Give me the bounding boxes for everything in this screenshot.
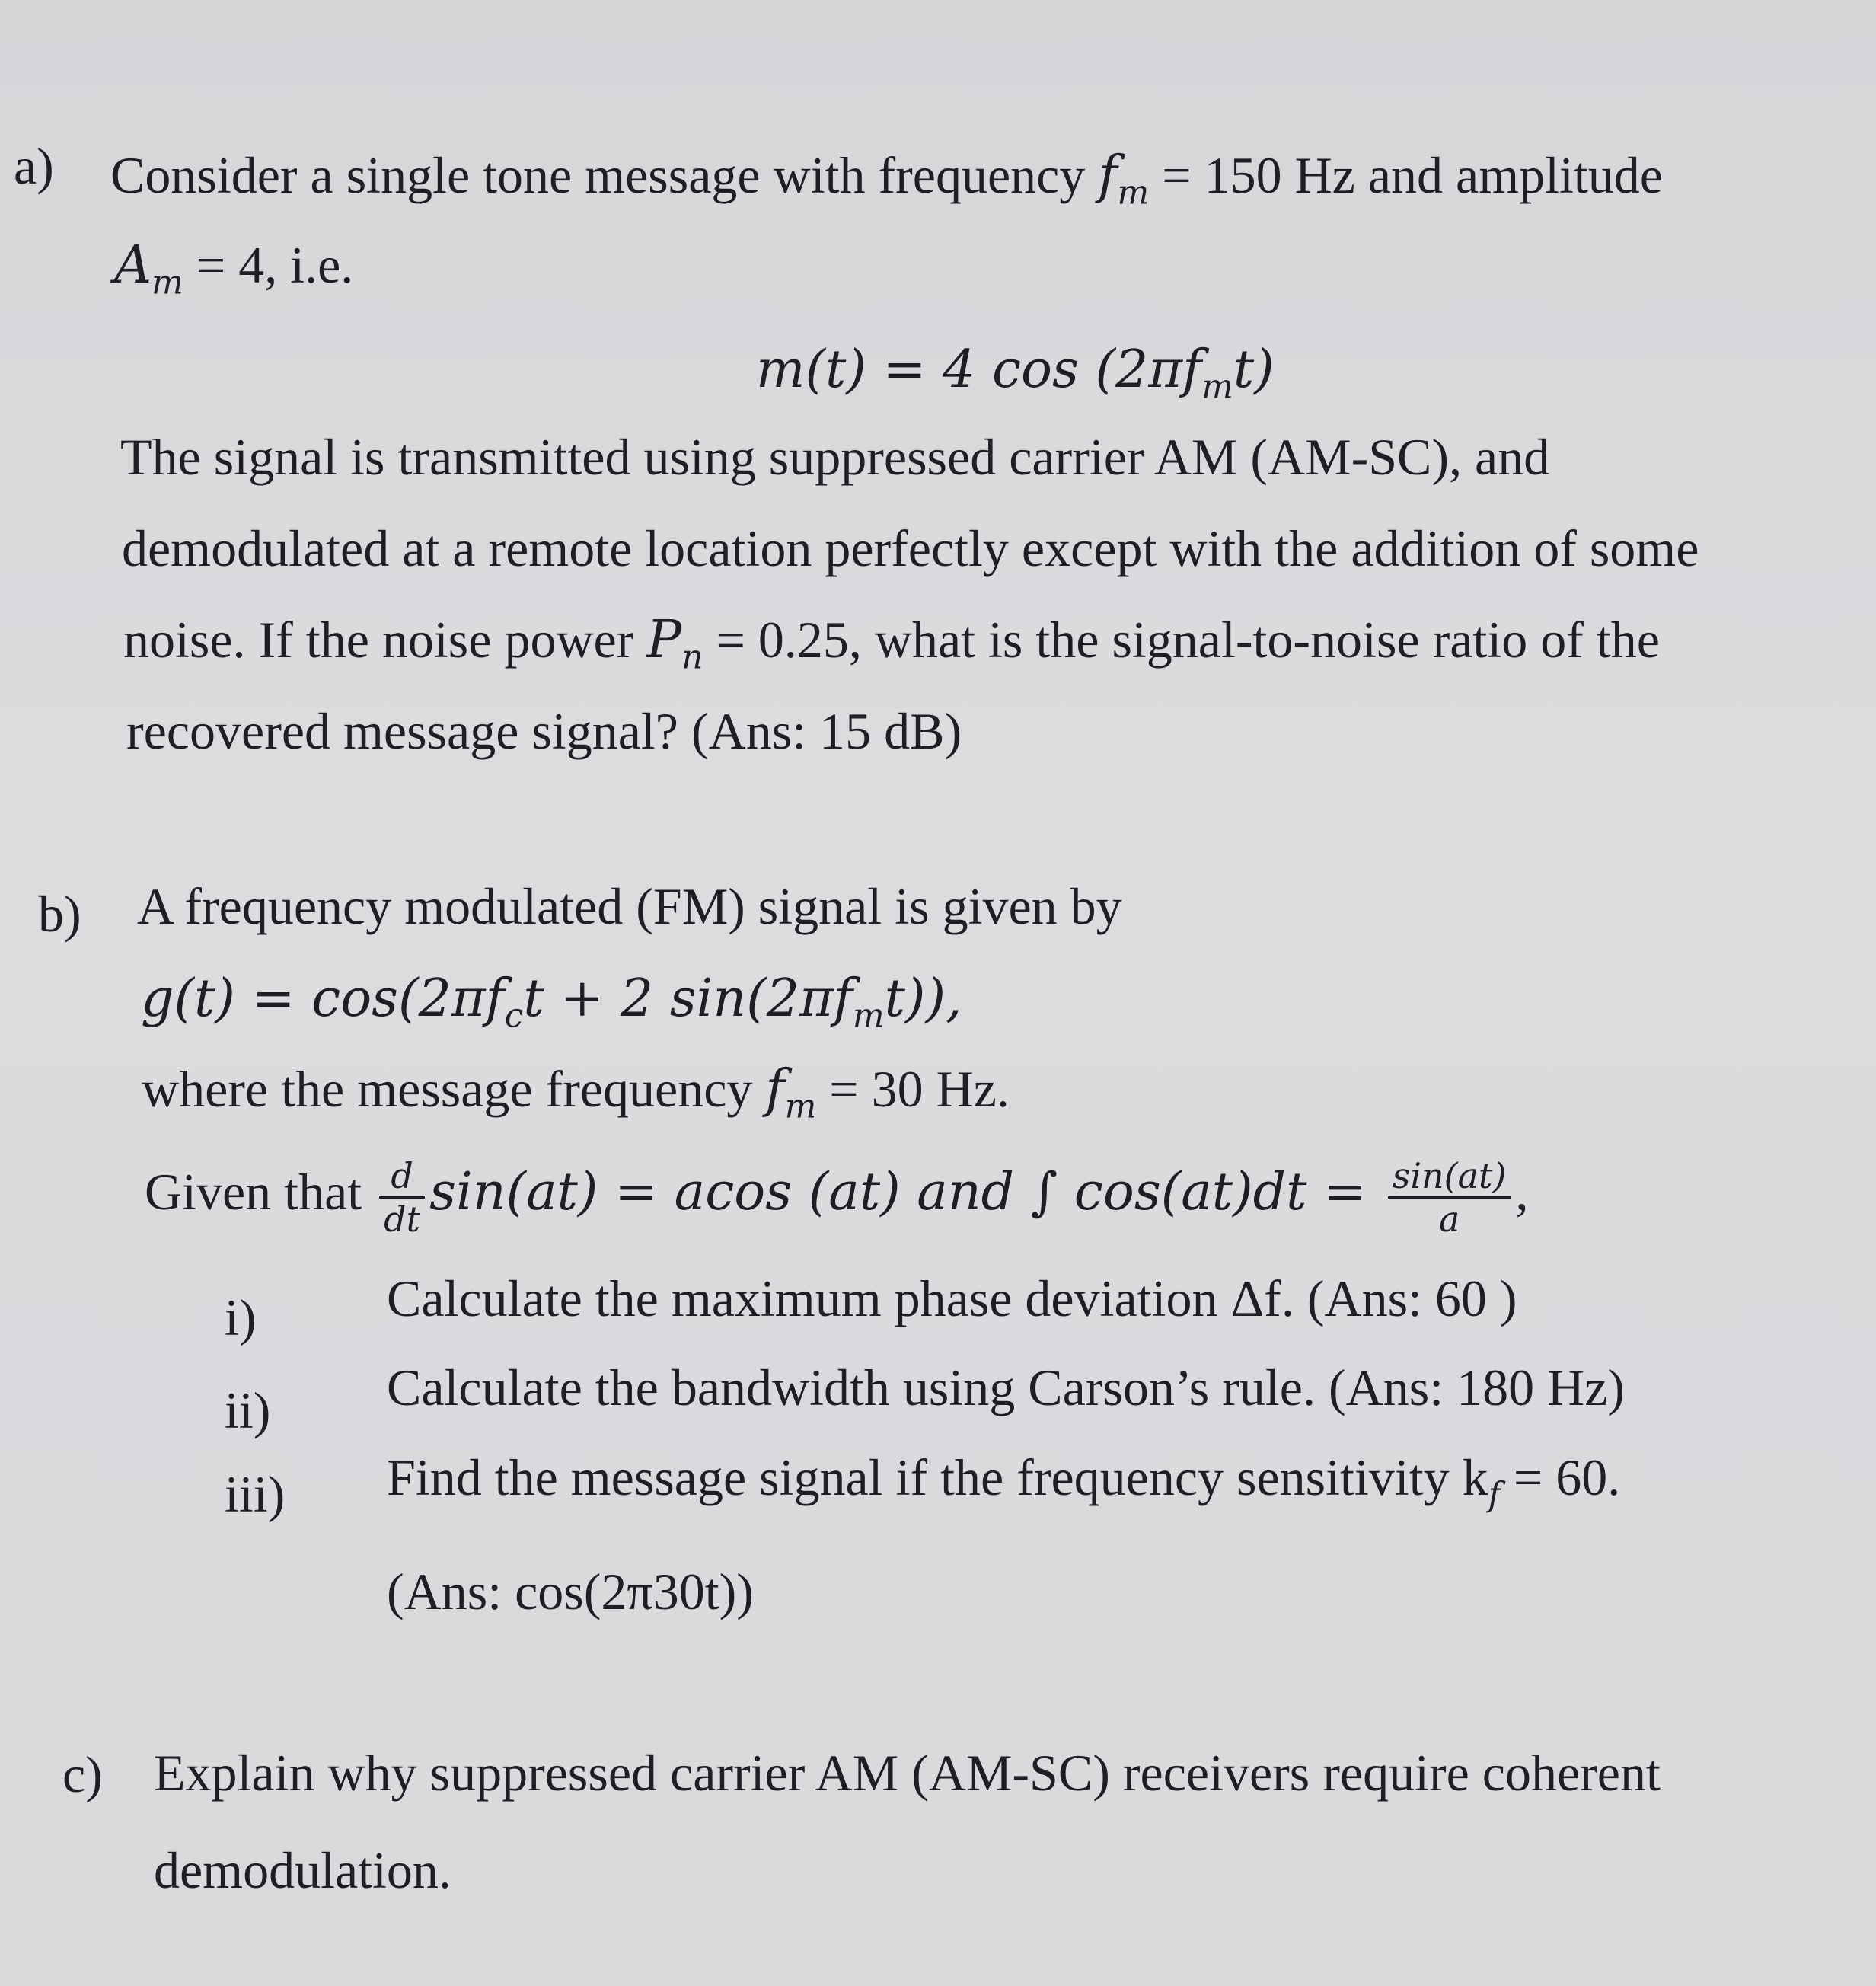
integral-fraction: [1388, 1155, 1511, 1240]
part-a-line-2-value: = 4, i.e.: [183, 236, 354, 294]
integral-denominator: a: [1438, 1198, 1460, 1240]
part-b-equation-end: t)),: [884, 969, 962, 1029]
fm-symbol: f: [1098, 145, 1118, 206]
part-a-line-2: [114, 235, 353, 314]
pn-symbol: P: [646, 610, 682, 670]
part-a-equation: [756, 340, 1275, 418]
given-start: Given that: [145, 1163, 375, 1221]
part-b-equation-mid: t + 2 sin(2πf: [523, 969, 853, 1029]
item-2-text: Calculate the bandwidth using Carson’s rule. (Ans: 180 Hz): [387, 1359, 1626, 1416]
part-b-equation-text: g(t) = cos(2πf: [141, 969, 505, 1029]
am-sub: m: [152, 263, 183, 302]
item-1-text: Calculate the maximum phase deviation Δf. (Ans: 60 ): [387, 1269, 1517, 1327]
item-3-sub: f: [1488, 1475, 1501, 1515]
part-b-line-3-start: where the message frequency: [142, 1060, 766, 1118]
derivative-denominator: dt: [384, 1198, 421, 1240]
item-3-text-main: Find the message signal if the frequency sensitivity k: [387, 1448, 1488, 1506]
integral-numerator: sin(at): [1388, 1155, 1511, 1199]
part-a-line-1-text: Consider a single tone message with frequency: [110, 146, 1099, 204]
derivative-numerator: d: [379, 1155, 425, 1199]
fm-sub: m: [1117, 173, 1150, 212]
item-2-marker: ii): [225, 1381, 271, 1439]
item-3-text: [387, 1447, 1620, 1526]
item-3-marker: iii): [225, 1465, 286, 1523]
part-b-fm-symbol: f: [765, 1059, 785, 1119]
part-a-line-4: demodulated at a remote location perfectly except with the addition of some: [122, 519, 1699, 577]
part-a-equation-sub: m: [1201, 367, 1233, 407]
part-a-line-5: [123, 609, 1660, 688]
part-b-line-1: A frequency modulated (FM) signal is given by: [137, 877, 1122, 935]
part-a-line-5-end: = 0.25, what is the signal-to-noise ratio of the: [703, 611, 1660, 669]
part-a-line-5-start: noise. If the noise power: [123, 611, 647, 669]
item-3-answer: (Ans: cos(2π30t)): [387, 1563, 754, 1620]
item-3-end: = 60.: [1500, 1448, 1621, 1506]
part-b-line-3: [142, 1058, 1010, 1138]
part-a-line-6: recovered message signal? (Ans: 15 dB): [126, 702, 962, 760]
part-a-line-3: The signal is transmitted using suppressed carrier AM (AM-SC), and: [120, 428, 1550, 486]
pn-sub: n: [681, 637, 704, 677]
part-b-label: b): [38, 885, 81, 943]
part-c-line-2: demodulation.: [154, 1841, 451, 1899]
given-mid: sin(at) = acos (at) and ∫ cos(at)dt =: [429, 1162, 1383, 1222]
part-a-label: a): [14, 137, 54, 195]
part-a-line-1: [110, 145, 1663, 224]
part-a-equation-end: t): [1233, 340, 1275, 400]
part-a-line-1-value: = 150 Hz and amplitude: [1149, 146, 1663, 204]
item-1-marker: i): [225, 1288, 257, 1346]
part-c-line-1: Explain why suppressed carrier AM (AM-SC) receivers require coherent: [154, 1744, 1661, 1802]
part-a-equation-text: m(t) = 4 cos (2πf: [756, 340, 1202, 400]
am-symbol: A: [114, 235, 152, 295]
derivative-fraction: [379, 1155, 425, 1240]
part-b-given-line: [145, 1146, 1528, 1240]
part-b-fm-sub: m: [784, 1087, 817, 1126]
part-b-equation-sub-c: c: [504, 996, 524, 1036]
part-c-label: c): [62, 1745, 103, 1803]
part-b-line-3-end: = 30 Hz.: [816, 1060, 1010, 1118]
given-end: ,: [1515, 1163, 1529, 1221]
part-b-equation: [141, 969, 962, 1047]
part-b-equation-sub-m: m: [852, 996, 885, 1036]
